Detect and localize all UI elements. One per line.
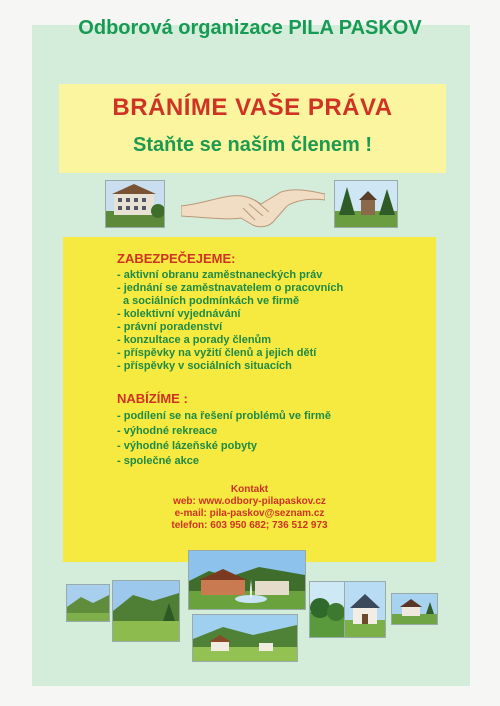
slogan-subheadline: Staňte se naším členem !: [133, 134, 372, 156]
cottage-photo: [344, 581, 386, 638]
service-item: - příspěvky v sociálních situacích: [117, 360, 292, 372]
contact-web: web: www.odbory-pilapaskov.cz: [173, 496, 326, 507]
offers-heading: NABÍZÍME :: [117, 391, 188, 406]
mountain-meadow-photo: [112, 580, 180, 642]
contact-heading: Kontakt: [230, 484, 269, 495]
service-item: - kolektivní vyjednávání: [117, 308, 241, 320]
offer-item: - výhodné lázeňské pobyty: [117, 440, 257, 452]
contact-email: e-mail: pila-paskov@seznam.cz: [174, 508, 325, 519]
forest-chapel-photo: [334, 180, 398, 228]
spa-resort-photo: [188, 550, 306, 610]
service-item: a sociálních podmínkách ve firmě: [123, 295, 300, 307]
offer-item: - podílení se na řešení problémů ve firmě: [117, 410, 331, 422]
offer-item: - společné akce: [117, 455, 199, 467]
service-item: - příspěvky na vyžití členů a jejich dětí: [117, 347, 317, 359]
handshake-illustration: [181, 178, 325, 236]
organization-title: Odborová organizace PILA PASKOV: [78, 17, 422, 39]
info-panel: [63, 237, 436, 562]
hotel-building-photo: [105, 180, 165, 228]
forest-lake-photo: [309, 581, 346, 638]
mountain-valley-photo: [66, 584, 110, 622]
slogan-banner: [59, 84, 446, 173]
services-heading: ZABEZPEČEJEME:: [117, 251, 236, 266]
contact-phone: telefon: 603 950 682; 736 512 973: [171, 520, 328, 531]
service-item: - aktivní obranu zaměstnaneckých práv: [117, 269, 323, 281]
service-item: - jednání se zaměstnavatelem o pracovních: [117, 282, 344, 294]
slogan-headline: BRÁNÍME VAŠE PRÁVA: [112, 94, 393, 121]
offer-item: - výhodné rekreace: [117, 425, 218, 437]
service-item: - právní poradenství: [117, 321, 223, 333]
service-item: - konzultace a porady členům: [117, 334, 272, 346]
alpine-village-photo: [192, 614, 298, 662]
mountain-house-photo: [391, 593, 438, 625]
